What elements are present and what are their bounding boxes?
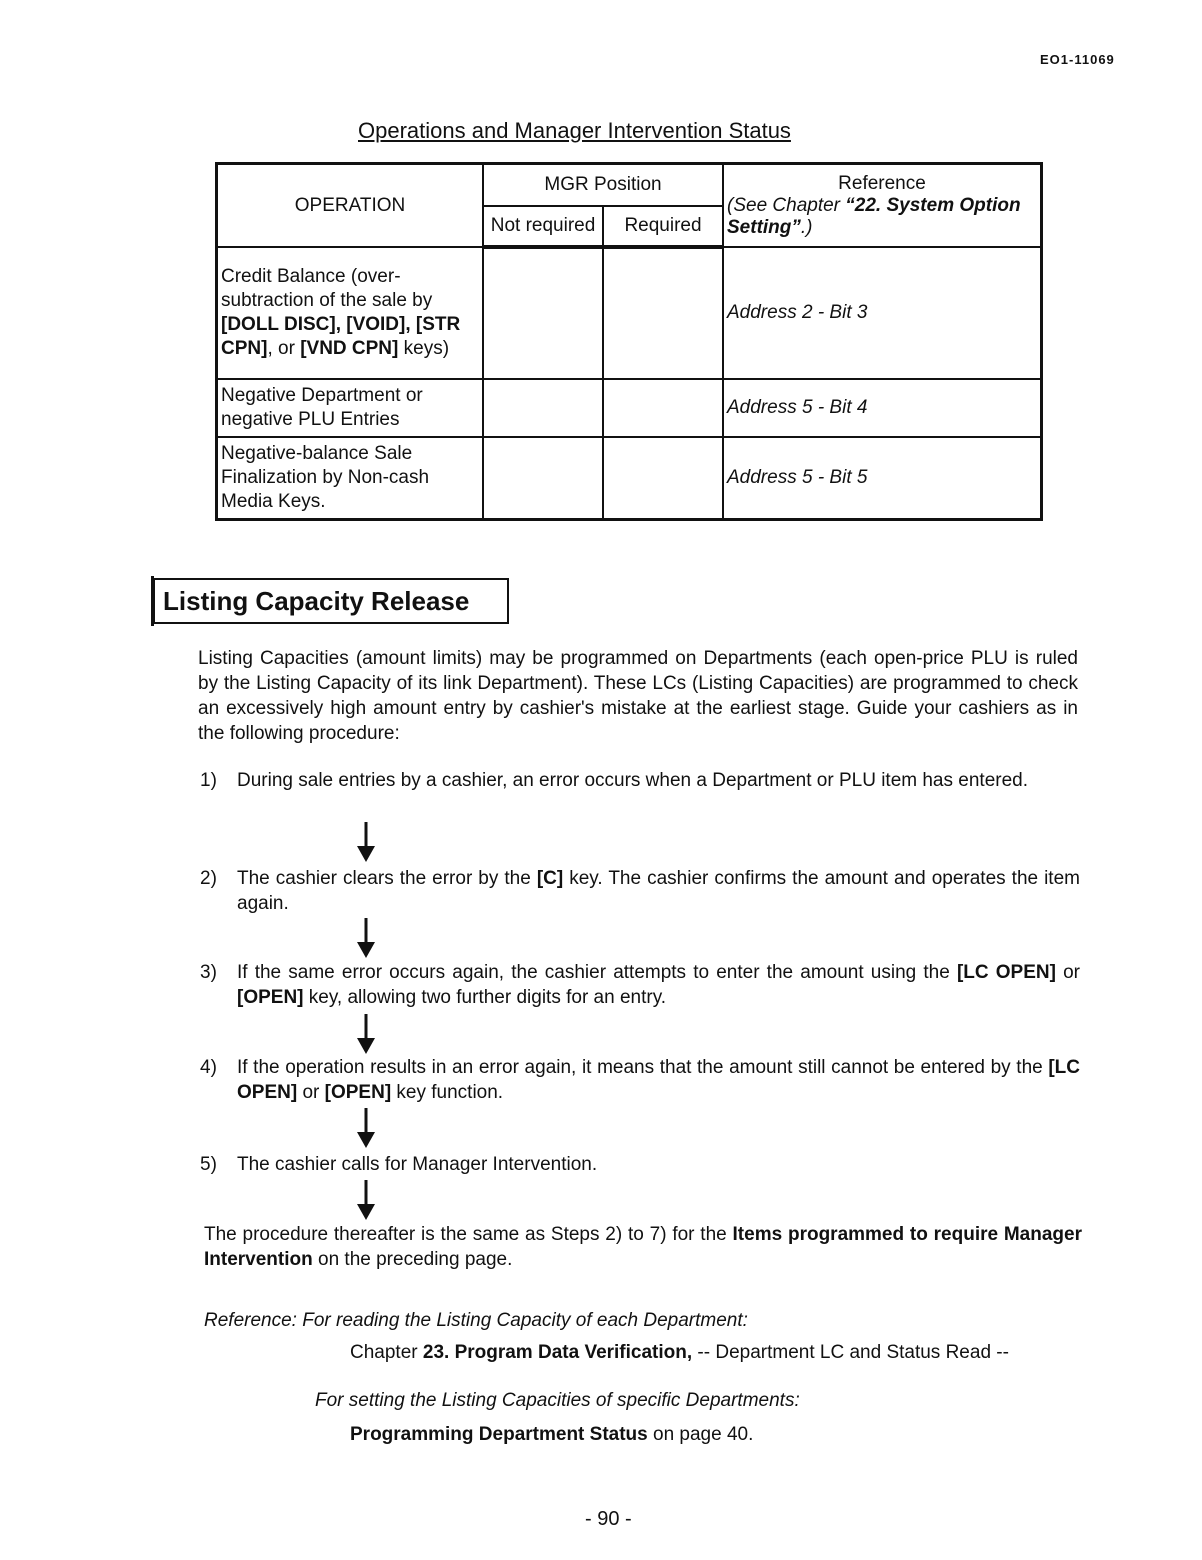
col-reference: Reference (See Chapter “22. System Option Setting”.) bbox=[723, 164, 1042, 248]
required-cell bbox=[603, 247, 723, 379]
table-row bbox=[217, 379, 1042, 437]
down-arrow-icon bbox=[355, 1108, 377, 1150]
step-item: 4) If the operation results in an error again, it means that the amount still cannot be entered by the [LC OPEN] or [OPEN] key function. bbox=[200, 1057, 1080, 1103]
not-required-cell bbox=[483, 437, 603, 519]
intro-paragraph: Listing Capacities (amount limits) may be programmed on Departments (each open-price PLU is ruled by the Listing Capacity of its link Department). These LCs (Listing Capacities) are programmed to check an excessively high amount entry by cashier's mistake at the earliest stage. Guide your cashiers as in the following procedure: bbox=[198, 648, 1078, 744]
required-cell bbox=[603, 379, 723, 437]
table-title: Operations and Manager Intervention Status bbox=[358, 118, 791, 143]
operation-cell: Negative Department or negative PLU Entries bbox=[217, 379, 484, 437]
reference-item-2: Programming Department Status on page 40. bbox=[350, 1424, 754, 1445]
table-row bbox=[217, 247, 1042, 379]
reference-cell: Address 5 - Bit 5 bbox=[723, 437, 1042, 519]
reference-cell: Address 2 - Bit 3 bbox=[723, 247, 1042, 379]
operation-cell: Credit Balance (over-subtraction of the sale by [DOLL DISC], [VOID], [STR CPN], or [VND CPN] keys) bbox=[217, 247, 484, 379]
col-required: Required bbox=[603, 206, 723, 247]
section-title: Listing Capacity Release bbox=[153, 578, 509, 624]
col-not-required: Not required bbox=[483, 206, 603, 247]
reference-cell: Address 5 - Bit 4 bbox=[723, 379, 1042, 437]
col-mgr-position: MGR Position bbox=[483, 164, 723, 207]
operation-cell: Negative-balance Sale Finalization by Non-cash Media Keys. bbox=[217, 437, 484, 519]
required-cell bbox=[603, 437, 723, 519]
status-table bbox=[215, 162, 1043, 521]
reference-label: Reference: For reading the Listing Capacity of each Department: bbox=[204, 1310, 748, 1331]
not-required-cell bbox=[483, 379, 603, 437]
page-number: - 90 - bbox=[585, 1508, 632, 1530]
document-id: EO1-11069 bbox=[1040, 52, 1115, 67]
procedure-paragraph: The procedure thereafter is the same as Steps 2) to 7) for the Items programmed to require Manager Intervention on the preceding page. bbox=[204, 1224, 1082, 1270]
reference-item-1: Chapter 23. Program Data Verification, -- Department LC and Status Read -- bbox=[350, 1342, 1009, 1363]
reference-label-2: For setting the Listing Capacities of specific Departments: bbox=[315, 1390, 800, 1411]
down-arrow-icon bbox=[355, 1180, 377, 1222]
down-arrow-icon bbox=[355, 918, 377, 960]
step-item: 3) If the same error occurs again, the cashier attempts to enter the amount using the [LC OPEN] or [OPEN] key, allowing two further digits for an entry. bbox=[200, 962, 1080, 1008]
not-required-cell bbox=[483, 247, 603, 379]
down-arrow-icon bbox=[355, 1014, 377, 1056]
step-item: 5) The cashier calls for Manager Intervention. bbox=[200, 1154, 598, 1175]
down-arrow-icon bbox=[355, 822, 377, 864]
step-item: 2) The cashier clears the error by the [C] key. The cashier confirms the amount and operates the item again. bbox=[200, 868, 1080, 914]
table-row bbox=[217, 437, 1042, 519]
step-item: 1) During sale entries by a cashier, an error occurs when a Department or PLU item has entered. bbox=[200, 770, 1028, 791]
col-operation: OPERATION bbox=[217, 164, 484, 248]
